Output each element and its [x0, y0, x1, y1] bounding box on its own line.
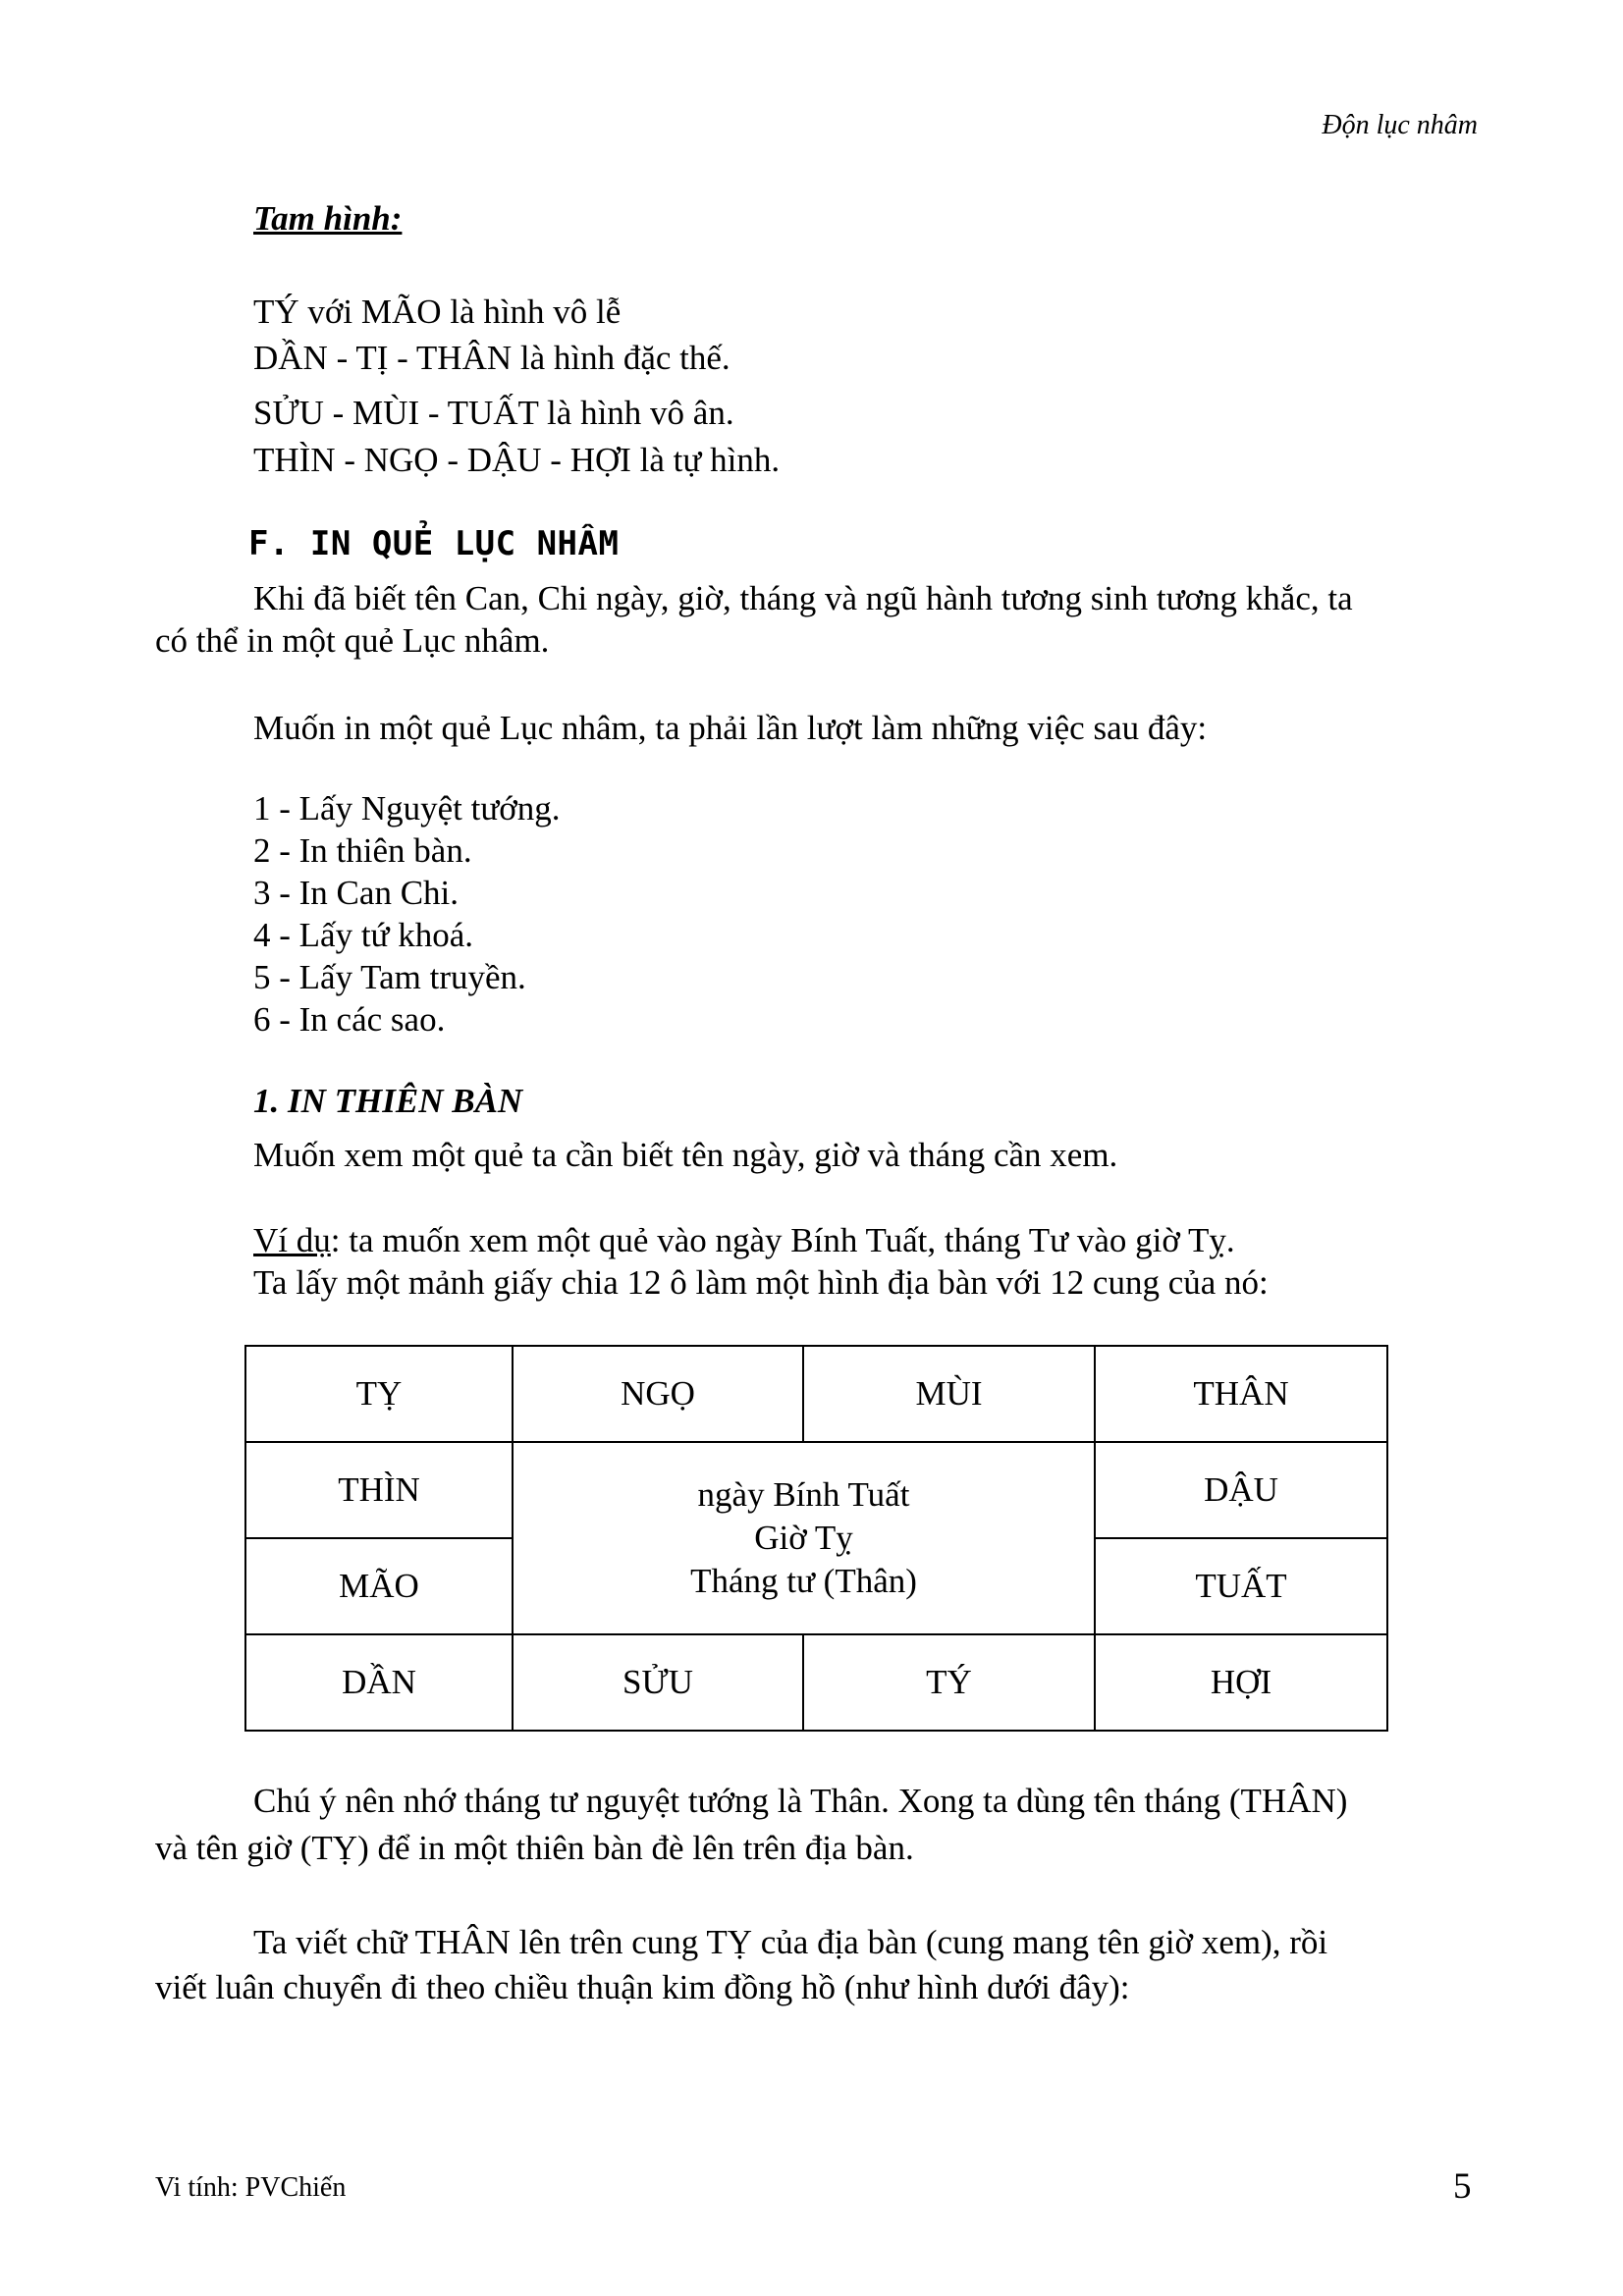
cung-cell: THÌN [245, 1442, 513, 1538]
dia-ban-middle-row [245, 1442, 1387, 1538]
step-item: 4 - Lấy tứ khoá. [253, 916, 474, 954]
dia-ban-top-row [245, 1346, 1387, 1442]
cung-cell: SỬU [513, 1634, 803, 1731]
note2-line1: Ta viết chữ THÂN lên trên cung TỴ của địa bàn (cung mang tên giờ xem), rồi [253, 1923, 1328, 1961]
page-number: 5 [1453, 2166, 1472, 2207]
cung-cell: MÙI [803, 1346, 1095, 1442]
step-item: 3 - In Can Chi. [253, 874, 460, 912]
cung-cell: HỢI [1095, 1634, 1387, 1731]
center-day: ngày Bính Tuất [697, 1475, 910, 1514]
cung-cell: TỴ [245, 1346, 513, 1442]
example-text: : ta muốn xem một quẻ vào ngày Bính Tuất, tháng Tư vào giờ Tỵ. [330, 1221, 1235, 1259]
dia-ban-table [244, 1345, 1388, 1732]
example-line [253, 1219, 1235, 1261]
subsection-1-para3: Ta lấy một mảnh giấy chia 12 ô làm một hình địa bàn với 12 cung của nó: [253, 1263, 1269, 1302]
footer-author: Vi tính: PVChiến [155, 2172, 347, 2203]
note2-line2: viết luân chuyển đi theo chiều thuận kim đồng hồ (như hình dưới đây): [155, 1968, 1130, 2006]
cung-cell: TUẤT [1095, 1538, 1387, 1634]
section-f-para2: Muốn in một quẻ Lục nhâm, ta phải lần lượt làm những việc sau đây: [253, 709, 1208, 747]
step-item: 6 - In các sao. [253, 1000, 446, 1039]
tam-hinh-line-3: SỬU - MÙI - TUẤT là hình vô ân. [253, 394, 734, 432]
subsection-1-para1: Muốn xem một quẻ ta cần biết tên ngày, giờ và tháng cần xem. [253, 1136, 1118, 1174]
note1-line1: Chú ý nên nhớ tháng tư nguyệt tướng là Thân. Xong ta dùng tên tháng (THÂN) [253, 1782, 1348, 1820]
cung-cell: TÝ [803, 1634, 1095, 1731]
cung-cell: DẬU [1095, 1442, 1387, 1538]
dia-ban-bottom-row [245, 1634, 1387, 1731]
step-item: 5 - Lấy Tam truyền. [253, 958, 526, 996]
cung-cell: NGỌ [513, 1346, 803, 1442]
cung-cell: MÃO [245, 1538, 513, 1634]
section-f-para1-line2: có thể in một quẻ Lục nhâm. [155, 621, 550, 660]
section-f-heading: F. IN QUẺ LỤC NHÂM [248, 524, 620, 563]
center-month: Tháng tư (Thân) [690, 1562, 917, 1600]
tam-hinh-line-2: DẦN - TỊ - THÂN là hình đặc thế. [253, 339, 730, 377]
steps-list [253, 787, 561, 1041]
tam-hinh-line-4: THÌN - NGỌ - DẬU - HỢI là tự hình. [253, 441, 781, 479]
tam-hinh-line-1: TÝ với MÃO là hình vô lễ [253, 293, 622, 331]
tam-hinh-heading: Tam hình: [253, 199, 403, 238]
example-label: Ví dụ [253, 1221, 331, 1259]
step-item: 1 - Lấy Nguyệt tướng. [253, 789, 561, 828]
step-item: 2 - In thiên bàn. [253, 831, 472, 870]
cung-cell: DẦN [245, 1634, 513, 1731]
cung-cell: THÂN [1095, 1346, 1387, 1442]
note1-line2: và tên giờ (TỴ) để in một thiên bàn đè lên trên địa bàn. [155, 1829, 914, 1867]
running-header: Độn lục nhâm [1322, 110, 1478, 140]
subsection-1-heading: 1. IN THIÊN BÀN [253, 1082, 523, 1120]
section-f-para1-line1: Khi đã biết tên Can, Chi ngày, giờ, tháng và ngũ hành tương sinh tương khắc, ta [253, 579, 1353, 617]
dia-ban-center [513, 1442, 1095, 1634]
center-hour: Giờ Tỵ [754, 1519, 853, 1557]
